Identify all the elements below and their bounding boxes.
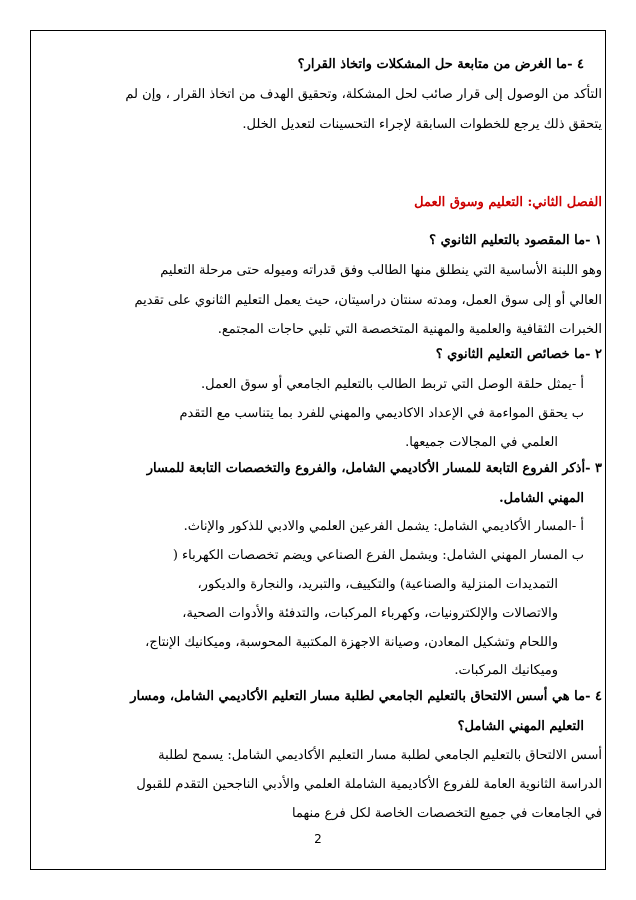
page-number: 2	[314, 832, 322, 846]
question-4: ٤ -ما هي أسس الالتحاق بالتعليم الجامعي لطلبة مسار التعليم الأكاديمي الشامل، ومسار	[130, 689, 602, 704]
answer-line-1: التأكد من الوصول إلى قرار صائب لحل المشكلة، وتحقيق الهدف من اتخاذ القرار ، وإن لم	[125, 87, 602, 102]
list-item-b-cont: التمديدات المنزلية والصناعية) والتكييف، والتبريد، والنجارة والديكور،	[197, 577, 558, 592]
list-item-b-cont: والاتصالات والإلكترونيات، وكهرباء المركبات، والتدفئة والأدوات الصحية،	[182, 606, 558, 621]
answer-line: العالي أو إلى سوق العمل، ومدته سنتان دراسيتان، حيث يعمل التعليم الثانوي على تقديم	[134, 293, 602, 308]
question-2: ٢ -ما خصائص التعليم الثانوي ؟	[435, 347, 602, 362]
list-item-a: أ -يمثل حلقة الوصل التي تربط الطالب بالتعليم الجامعي أو سوق العمل.	[201, 377, 584, 392]
chapter-heading: الفصل الثاني: التعليم وسوق العمل	[414, 195, 602, 210]
answer-line: الدراسة الثانوية العامة للفروع الأكاديمية الشاملة العلمي والأدبي الناجحين التقدم للقبول	[136, 777, 602, 792]
question-3: ٣ -أذكر الفروع التابعة للمسار الأكاديمي الشامل، والفروع والتخصصات التابعة للمسار	[146, 461, 602, 476]
question-1: ١ -ما المقصود بالتعليم الثانوي ؟	[429, 233, 602, 248]
answer-line: الخبرات الثقافية والعلمية والمهنية المتخصصة التي تلبي حاجات المجتمع.	[217, 322, 602, 337]
list-item-b-cont: وميكانيك المركبات.	[454, 663, 558, 678]
question-3-cont: المهني الشامل.	[499, 491, 584, 506]
answer-line: وهو اللبنة الأساسية التي ينطلق منها الطالب وفق قدراته وميوله حتى مرحلة التعليم	[160, 263, 602, 278]
list-item-b: ب المسار المهني الشامل: ويشمل الفرع الصناعي ويضم تخصصات الكهرباء (	[172, 548, 584, 563]
question-4-cont: التعليم المهني الشامل؟	[457, 719, 584, 734]
list-item-b: ب يحقق المواءمة في الإعداد الاكاديمي والمهني للفرد بما يتناسب مع التقدم	[179, 406, 584, 421]
answer-line-2: يتحقق ذلك يرجع للخطوات السابقة لإجراء التحسينات لتعديل الخلل.	[242, 117, 602, 132]
list-item-b-cont: واللحام وتشكيل المعادن، وصيانة الاجهزة المكتبية المحوسبة، وميكانيك الإنتاج،	[145, 635, 558, 650]
answer-line: في الجامعات في جميع التخصصات الخاصة لكل فرع منهما	[292, 806, 602, 821]
list-item-a: أ -المسار الأكاديمي الشامل: يشمل الفرعين العلمي والادبي للذكور والإناث.	[183, 519, 584, 534]
answer-line: أسس الالتحاق بالتعليم الجامعي لطلبة مسار التعليم الأكاديمي الشامل: يسمح لطلبة	[158, 748, 602, 763]
list-item-b-cont: العلمي في المجالات جميعها.	[405, 435, 558, 450]
question-4-purpose: ٤ -ما الغرض من متابعة حل المشكلات واتخاذ القرار؟	[297, 57, 584, 72]
